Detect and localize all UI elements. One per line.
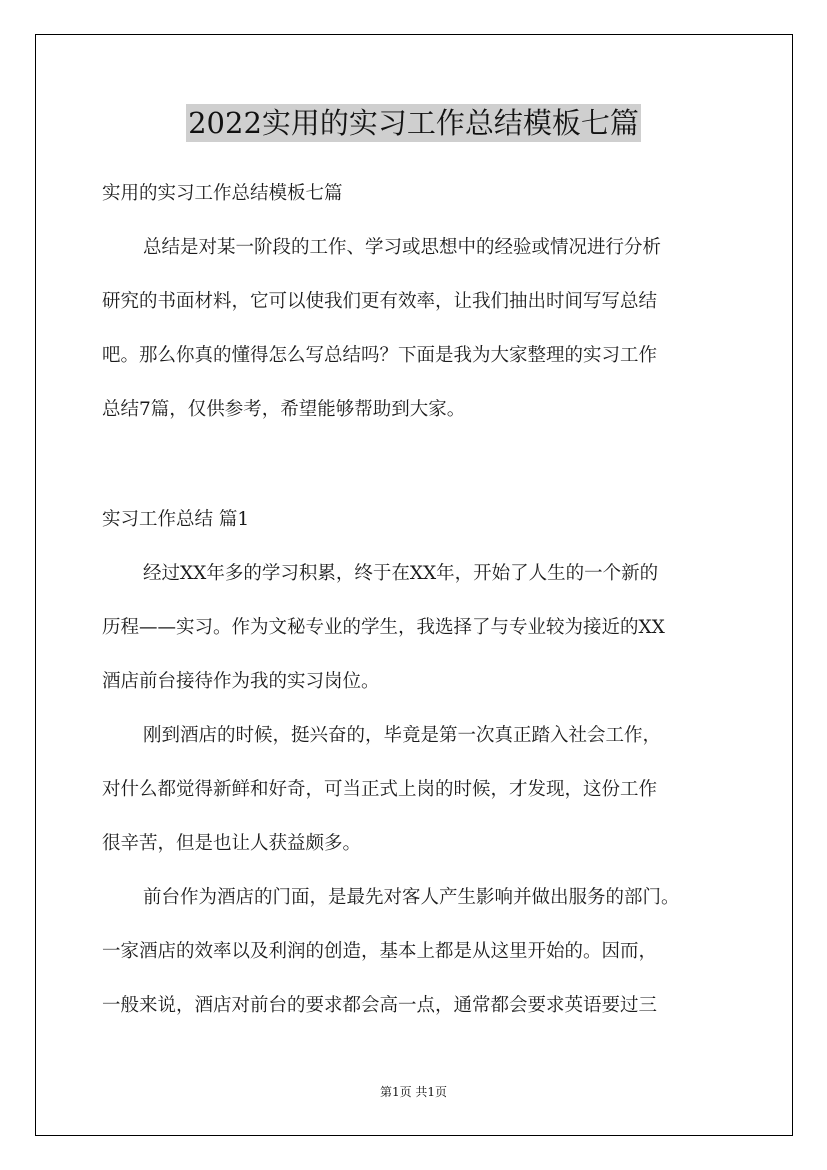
section-heading: 实习工作总结 篇1	[102, 509, 250, 530]
title-container	[0, 104, 827, 142]
paragraph-line: 经过XX年多的学习积累，终于在XX年，开始了人生的一个新的	[143, 563, 659, 584]
paragraph-line: 酒店前台接待作为我的实习岗位。	[102, 671, 380, 692]
paragraph-line: 历程——实习。作为文秘专业的学生，我选择了与专业较为接近的XX	[102, 617, 665, 638]
paragraph-line: 总结是对某一阶段的工作、学习或思想中的经验或情况进行分析	[143, 237, 662, 258]
paragraph-line: 一家酒店的效率以及利润的创造，基本上都是从这里开始的。因而，	[102, 941, 658, 962]
paragraph-line: 前台作为酒店的门面，是最先对客人产生影响并做出服务的部门。	[143, 887, 680, 908]
paragraph-line: 总结7篇，仅供参考，希望能够帮助到大家。	[102, 399, 466, 420]
paragraph-line: 一般来说，酒店对前台的要求都会高一点，通常都会要求英语要过三	[102, 995, 658, 1016]
document-title: 2022实用的实习工作总结模板七篇	[188, 106, 639, 140]
paragraph-line: 刚到酒店的时候，挺兴奋的，毕竟是第一次真正踏入社会工作，	[143, 725, 662, 746]
subtitle-line: 实用的实习工作总结模板七篇	[102, 183, 343, 204]
paragraph-line: 研究的书面材料，它可以使我们更有效率，让我们抽出时间写写总结	[102, 291, 658, 312]
paragraph-line: 吧。那么你真的懂得怎么写总结吗？下面是我为大家整理的实习工作	[102, 345, 658, 366]
page-number-footer: 第1页 共1页	[379, 1085, 448, 1099]
paragraph-line: 很辛苦，但是也让人获益颇多。	[102, 833, 362, 854]
paragraph-line: 对什么都觉得新鲜和好奇，可当正式上岗的时候，才发现，这份工作	[102, 779, 658, 800]
